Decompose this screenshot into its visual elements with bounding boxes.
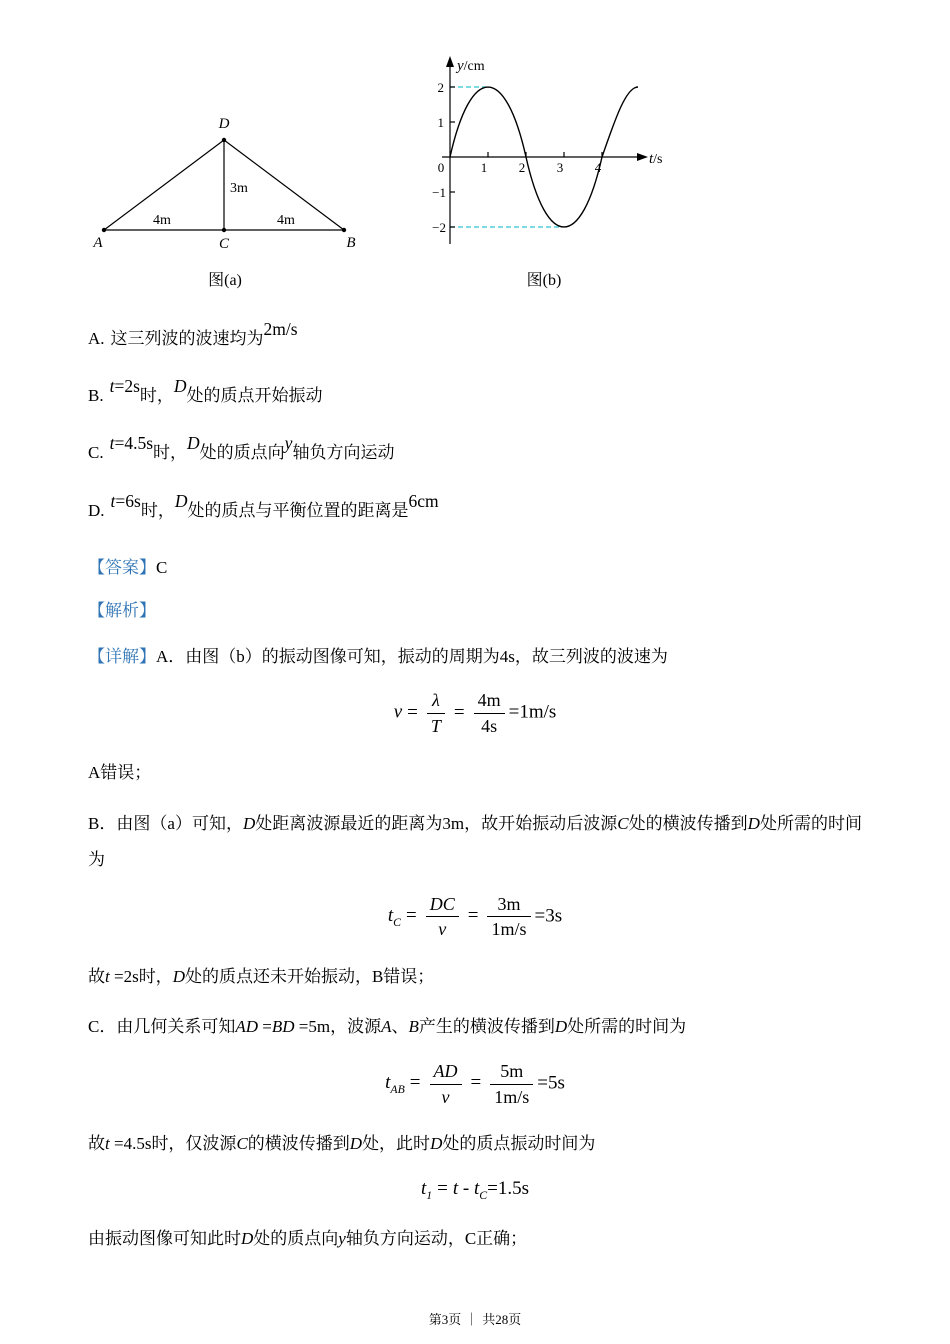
answer-tag: 【答案】 (88, 557, 156, 577)
x-axis-arrow (637, 153, 648, 161)
text-run: 处的质点开始振动 (186, 386, 323, 406)
x-axis-label: t/s (649, 151, 663, 167)
text-run: 故 (88, 966, 105, 986)
text-run: 处的质点还未开始振动，B错误； (184, 966, 435, 986)
length-CB: 4m (277, 213, 295, 228)
text-run: 的横波传播到 (247, 1134, 350, 1154)
text-run: B．由图（a）可知， (88, 813, 243, 833)
fraction-5m-1ms (490, 1060, 533, 1108)
formula-result: =1m/s (508, 701, 557, 723)
label-A: A (93, 235, 103, 251)
answer-value: C (156, 557, 168, 577)
math-run: C (236, 1134, 248, 1154)
detail-a-text (156, 647, 668, 666)
option-d-label: D. (88, 500, 105, 520)
text-run: 处的质点向 (253, 1228, 339, 1248)
y-tick-m2: −2 (432, 220, 446, 235)
math-run: D (172, 966, 185, 986)
fraction-AD-v (430, 1060, 462, 1108)
variable-tC: $t_C$ (474, 1177, 488, 1202)
math-run: AD (235, 1017, 259, 1037)
math-run: D (349, 1134, 363, 1154)
point-C (222, 228, 226, 232)
text-run: 处的横波传播到 (628, 813, 748, 833)
subscript: AB (390, 1083, 405, 1097)
formula-lhs: v (393, 701, 403, 723)
label-B: B (346, 235, 356, 251)
text-run: 时， (140, 500, 175, 520)
y-tick-2: 2 (437, 80, 444, 95)
footer-page-total: 共28页 (482, 1312, 522, 1327)
option-c-label: C. (88, 443, 104, 463)
minus-sign: - (458, 1177, 474, 1199)
y-axis-arrow (446, 56, 454, 67)
text-run: 产生的横波传播到 (418, 1017, 555, 1037)
text-run: 由振动图像可知此时 (88, 1228, 241, 1248)
numerator: DC (426, 893, 459, 918)
text-run: 时，仅波源 (151, 1134, 237, 1154)
x-tick-3: 3 (556, 160, 564, 175)
option-b-text (109, 376, 323, 406)
text-run: 处的质点振动时间为 (442, 1134, 596, 1154)
denominator: v (441, 1086, 450, 1107)
text-run: 轴负方向运动，C正确； (345, 1228, 528, 1248)
equals-sign: = (406, 905, 417, 927)
origin-label: 0 (437, 160, 445, 175)
analysis-tag: 【解析】 (88, 600, 156, 620)
y-axis-label: y/cm (457, 58, 485, 74)
math-run: t (109, 433, 115, 454)
option-d (88, 490, 862, 524)
x-tick-2: 2 (518, 160, 526, 175)
detail-c-conclusion (88, 1221, 862, 1258)
subscript: 1 (426, 1188, 433, 1202)
text-run: 处的质点与平衡位置的距离是 (187, 500, 409, 520)
text-run: A．由图（b）的振动图像可知，振动的周期为4s，故三列波的波速为 (156, 646, 668, 666)
label-C: C (218, 236, 230, 252)
option-b-label: B. (88, 386, 104, 406)
figure-a-diagram (90, 80, 360, 260)
math-run: BD (271, 1017, 295, 1037)
x-tick-4: 4 (594, 160, 602, 175)
equals-sign: = (437, 1177, 448, 1199)
text-run: 时， (139, 386, 174, 406)
denominator: T (430, 715, 441, 736)
equals-sign: = (409, 1072, 421, 1094)
formula-result: =5s (537, 1072, 565, 1094)
numerator: 5m (490, 1060, 533, 1085)
equals-sign: = (470, 1072, 482, 1094)
numerator: 4m (474, 689, 505, 714)
option-a-text (110, 319, 298, 348)
math-run: =2s (114, 376, 140, 397)
detail-a-verdict: A错误； (88, 763, 152, 783)
math-run: D (174, 490, 188, 511)
text-run: C．由几何关系可知 (88, 1017, 236, 1037)
math-run: 2m/s (263, 319, 298, 339)
math-run: D (747, 813, 760, 833)
text-run: 故 (88, 1134, 105, 1154)
variable-t: t (452, 1177, 459, 1199)
equals-sign: = (407, 701, 418, 723)
text-run: 处的质点向 (199, 443, 285, 463)
math-run: D (187, 433, 200, 454)
math-run: C (617, 813, 629, 833)
text-run: 处所需的时间为 (88, 813, 863, 870)
detail-b-conclusion (88, 959, 862, 996)
math-run: =5m (294, 1017, 331, 1037)
option-a (88, 319, 862, 352)
math-run: =2s (109, 966, 139, 986)
text-run: 、 (391, 1017, 409, 1037)
text-run: 处所需的时间为 (567, 1017, 687, 1037)
analysis-line (88, 596, 862, 621)
footer-page-number: 第3页 (428, 1312, 462, 1327)
footer-separator: ｜ (465, 1312, 479, 1327)
numerator: λ (427, 689, 445, 714)
figure-b (415, 52, 673, 290)
formula-time-AB (88, 1060, 862, 1108)
math-run: 6cm (408, 490, 439, 511)
math-run: D (430, 1134, 443, 1154)
denominator: 1m/s (491, 919, 527, 940)
length-DC: 3m (230, 181, 248, 196)
text-run: 这三列波的波速均为 (110, 329, 264, 348)
math-run: D (173, 376, 187, 397)
formula-lhs: $t_C$ (387, 905, 402, 930)
subscript: C (393, 916, 402, 930)
text-run: 处距离波源最近的距离为3m，故开始振动后波源 (255, 813, 618, 833)
math-run: = (258, 1017, 272, 1037)
y-tick-1: 1 (437, 115, 444, 130)
equals-sign: = (453, 701, 465, 723)
math-run: t (105, 1134, 110, 1154)
formula-lhs: $t_{AB}$ (385, 1072, 405, 1097)
math-run: =4.5s (114, 433, 154, 454)
math-run: y (284, 433, 293, 454)
detail-a-paragraph (88, 639, 862, 676)
figure-b-graph (415, 52, 673, 260)
fraction-3m-1ms (487, 893, 530, 941)
subscript: C (479, 1188, 488, 1202)
y-tick-m1: −1 (432, 185, 446, 200)
denominator: v (438, 919, 447, 940)
formula-result: =1.5s (487, 1177, 529, 1199)
math-run: D (241, 1228, 254, 1248)
text-run: 时， (138, 966, 173, 986)
x-tick-1: 1 (480, 160, 488, 175)
text-run: ，波源 (330, 1017, 382, 1037)
text-run: 轴负方向运动 (292, 443, 395, 463)
math-run: t (105, 966, 110, 986)
formula-result: =3s (534, 905, 563, 927)
detail-b-paragraph (88, 806, 862, 879)
option-c (88, 433, 862, 466)
figure-a (90, 80, 360, 290)
text-run: 时， (153, 443, 188, 463)
math-run: y (338, 1228, 346, 1248)
point-A (102, 228, 106, 232)
length-AC: 4m (153, 213, 171, 228)
math-run: =6s (115, 490, 141, 511)
detail-c-paragraph (88, 1009, 862, 1046)
fraction-DC-v (426, 893, 459, 941)
option-b (88, 376, 862, 409)
answer-line (88, 553, 862, 578)
option-d-text (110, 490, 439, 520)
option-a-label: A. (88, 329, 105, 348)
math-run: D (243, 813, 256, 833)
fraction-4m-4s (474, 689, 505, 737)
figures-row (90, 52, 862, 290)
figure-b-caption: 图(b) (526, 272, 562, 289)
fraction-lambda-T (427, 689, 445, 737)
math-run: t (109, 376, 115, 397)
denominator: 1m/s (494, 1086, 530, 1107)
formula-wave-speed (88, 689, 862, 737)
page-footer (0, 1309, 950, 1328)
denominator: 4s (481, 715, 498, 736)
detail-c-middle (88, 1126, 862, 1163)
point-B (342, 228, 346, 232)
math-run: D (554, 1017, 568, 1037)
formula-time-C (88, 893, 862, 941)
detail-tag: 【详解】 (88, 646, 156, 666)
formula-vibration-time (88, 1177, 862, 1203)
math-run: A (381, 1017, 392, 1037)
equals-sign: = (467, 905, 479, 927)
math-run: t (110, 490, 116, 511)
math-run: =4.5s (109, 1134, 152, 1154)
numerator: 3m (487, 893, 530, 918)
figure-a-caption: 图(a) (208, 272, 242, 289)
label-D: D (218, 116, 230, 132)
math-run: B (408, 1017, 419, 1037)
option-c-text (109, 433, 395, 463)
point-D (222, 138, 226, 142)
formula-lhs: $t_1$ (421, 1177, 433, 1202)
numerator: AD (430, 1060, 462, 1085)
text-run: 处，此时 (362, 1134, 431, 1154)
